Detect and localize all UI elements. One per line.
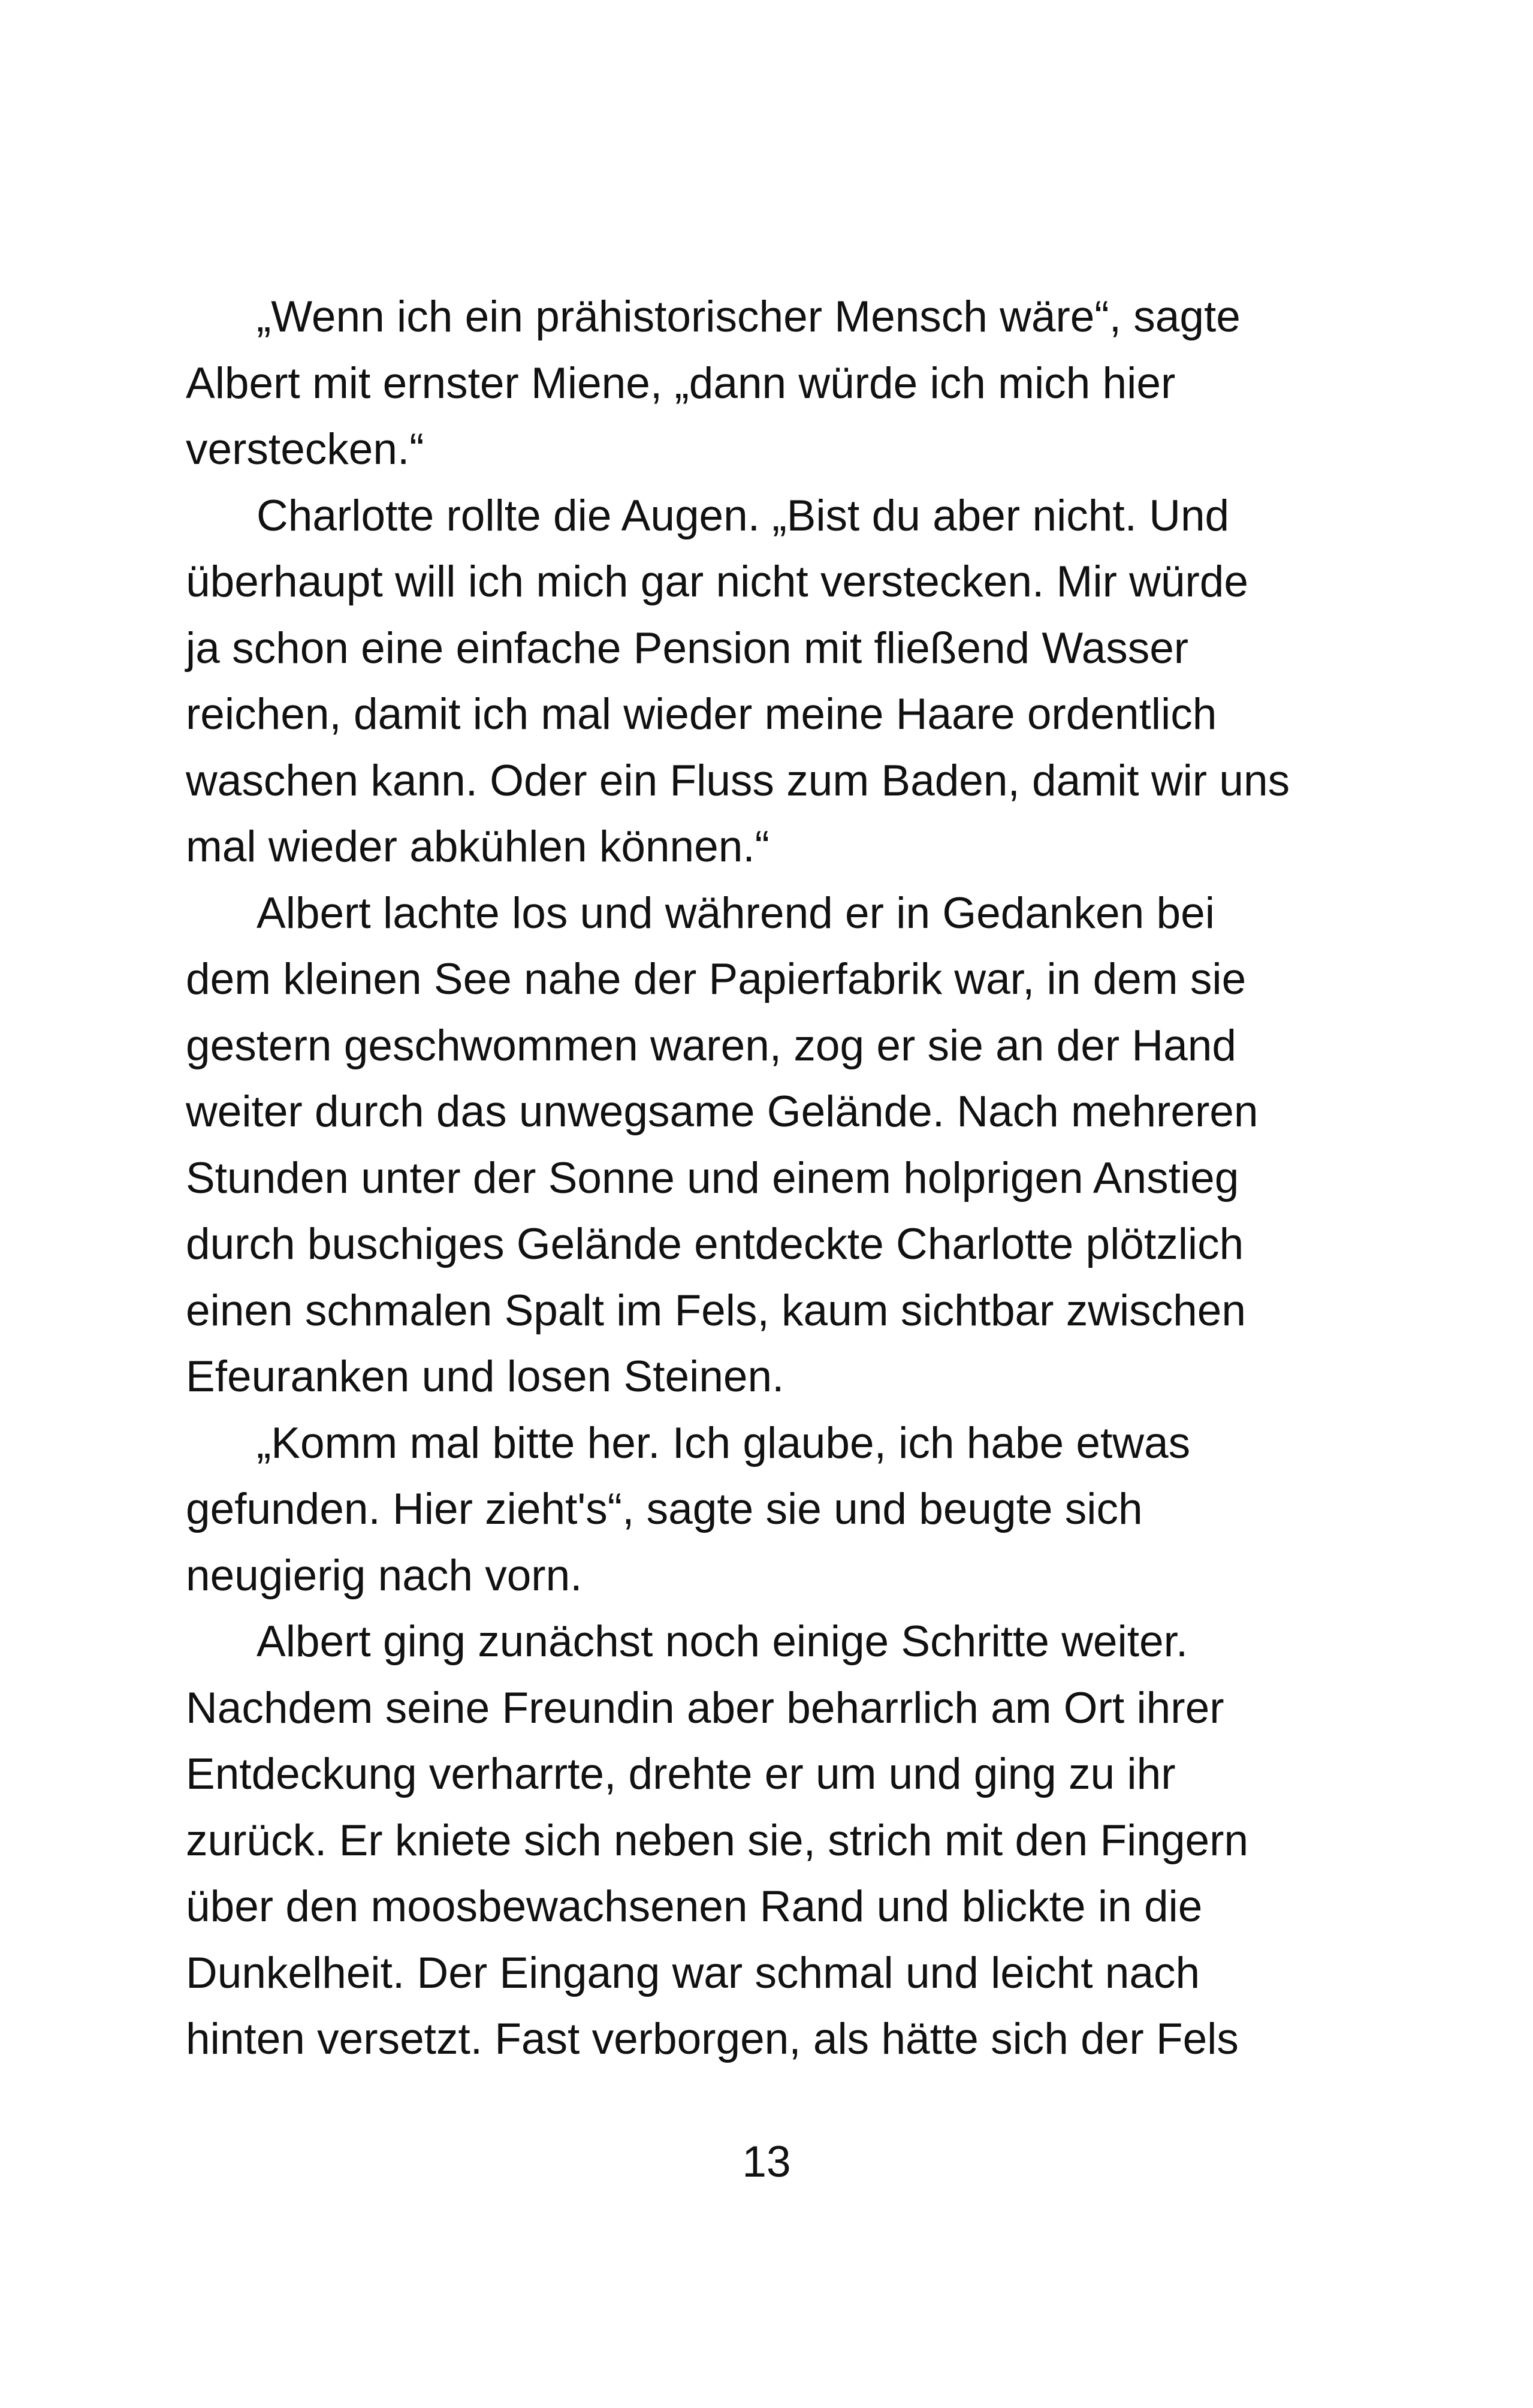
paragraph-line: einen schmalen Spalt im Fels, kaum sichtbar zwischen — [186, 1286, 1246, 1335]
paragraph-line: neugierig nach vorn. — [186, 1551, 583, 1600]
paragraph-line: Nachdem seine Freundin aber beharrlich am Ort ihrer — [186, 1683, 1224, 1732]
paragraph-line: verstecken.“ — [186, 425, 424, 474]
paragraph-line: weiter durch das unwegsame Gelände. Nach mehreren — [186, 1087, 1259, 1136]
paragraph-line: reichen, damit ich mal wieder meine Haare ordentlich — [186, 690, 1217, 739]
body-text — [186, 284, 1360, 2073]
paragraph-line: Albert ging zunächst noch einige Schritte weiter. — [256, 1617, 1188, 1666]
paragraph-line: „Wenn ich ein prähistorischer Mensch wäre“, sagte — [256, 293, 1241, 341]
paragraph-line: Efeuranken und losen Steinen. — [186, 1352, 784, 1401]
paragraph-line: waschen kann. Oder ein Fluss zum Baden, damit wir uns — [186, 756, 1290, 805]
paragraph-line: gefunden. Hier zieht's“, sagte sie und beugte sich — [186, 1485, 1143, 1533]
paragraph-line: mal wieder abkühlen können.“ — [186, 822, 769, 871]
paragraph-line: ja schon eine einfache Pension mit fließend Wasser — [186, 623, 1189, 673]
paragraph-line: Entdeckung verharrte, drehte er um und ging zu ihr — [186, 1750, 1176, 1798]
paragraph-line: „Komm mal bitte her. Ich glaube, ich habe etwas — [256, 1418, 1191, 1467]
page-number: 13 — [742, 2138, 791, 2186]
paragraph-line: überhaupt will ich mich gar nicht verstecken. Mir würde — [186, 557, 1248, 606]
paragraph-line: Stunden unter der Sonne und einem holprigen Anstieg — [186, 1153, 1239, 1203]
paragraph-line: über den moosbewachsenen Rand und blickte in die — [186, 1882, 1203, 1931]
paragraph-line: durch buschiges Gelände entdeckte Charlotte plötzlich — [186, 1220, 1244, 1268]
paragraph-line: hinten versetzt. Fast verborgen, als hätte sich der Fels — [186, 2015, 1239, 2063]
paragraph-line: Albert lachte los und während er in Gedanken bei — [256, 888, 1215, 938]
paragraph-line: Albert mit ernster Miene, „dann würde ich mich hier — [186, 358, 1176, 408]
paragraph-line: gestern geschwommen waren, zog er sie an der Hand — [186, 1021, 1236, 1070]
paragraph-line: Charlotte rollte die Augen. „Bist du aber nicht. Und — [256, 491, 1230, 540]
paragraph-line: Dunkelheit. Der Eingang war schmal und leicht nach — [186, 1948, 1200, 1997]
paragraph-line: dem kleinen See nahe der Papierfabrik war, in dem sie — [186, 955, 1247, 1003]
paragraph-line: zurück. Er kniete sich neben sie, strich mit den Fingern — [186, 1816, 1249, 1865]
